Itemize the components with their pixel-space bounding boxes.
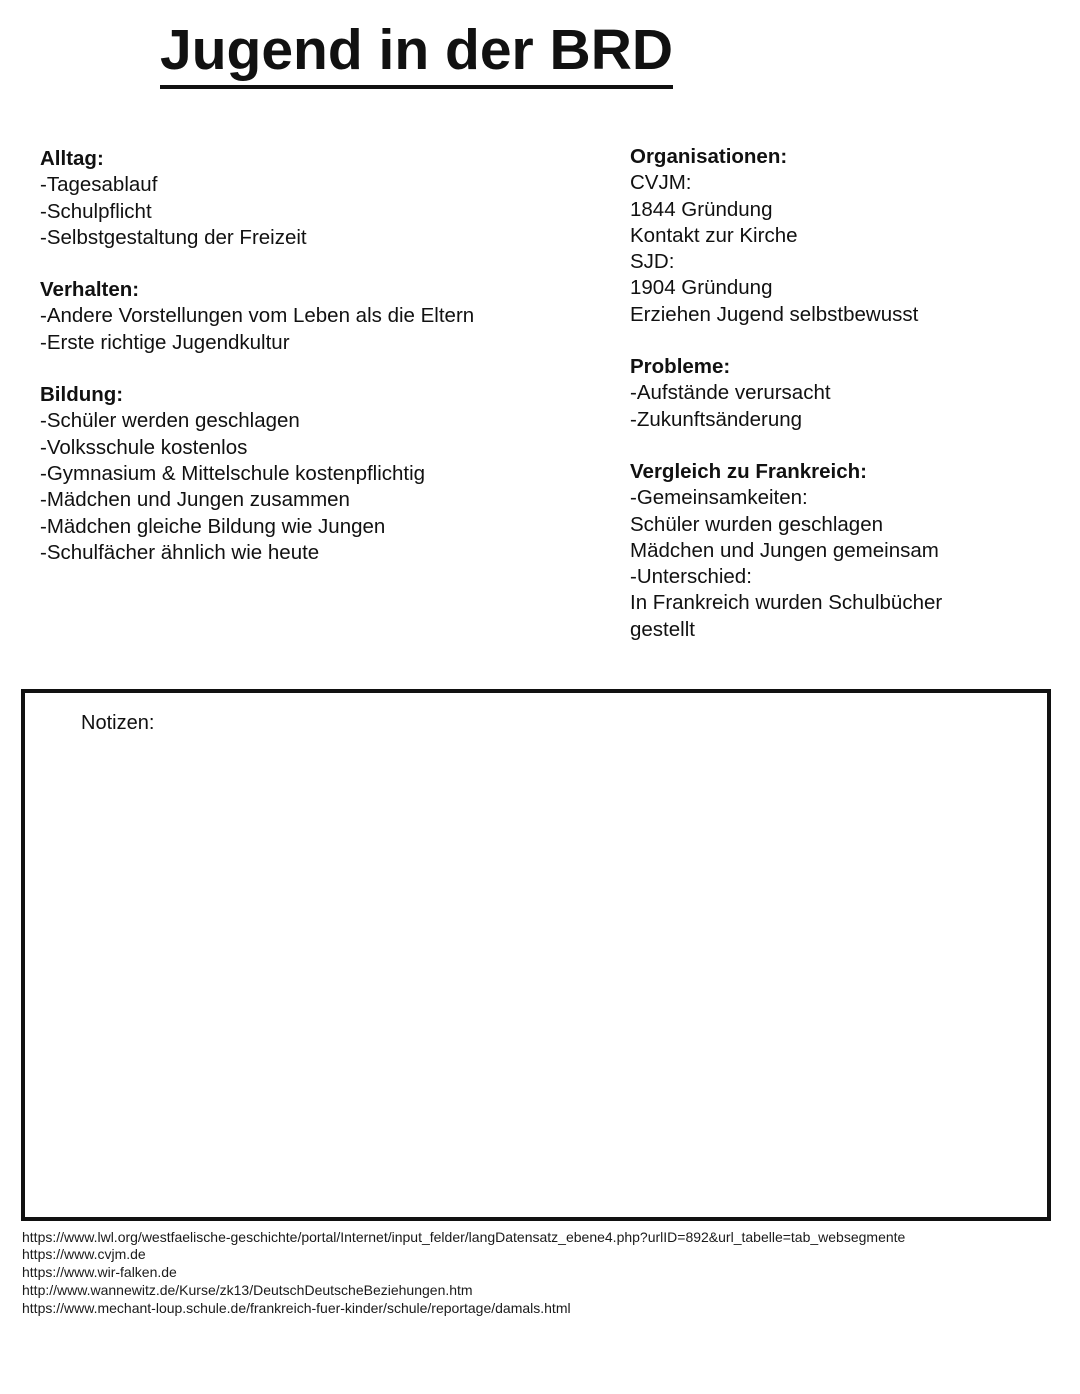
list-item: -Gymnasium & Mittelschule kostenpflichtig [40,461,426,485]
list-item: In Frankreich wurden Schulbücher [630,591,943,615]
list-item: -Mädchen und Jungen zusammen [40,488,350,512]
list-item: -Tagesablauf [40,173,158,197]
section-bildung [40,382,600,566]
list-item: -Volksschule kostenlos [40,435,248,459]
list-item: Schüler wurden geschlagen [630,512,883,536]
left-column [40,146,600,592]
list-item: -Schulpflicht [40,199,152,223]
list-item: SJD: [630,250,675,274]
list-item: Erziehen Jugend selbstbewusst [630,302,919,326]
section-organisationen [630,144,1050,328]
list-item: -Andere Vorstellungen vom Leben als die Eltern [40,304,475,328]
list-item: -Schüler werden geschlagen [40,409,300,433]
section-heading: Probleme: [630,355,731,379]
section-heading: Verhalten: [40,278,140,302]
section-heading: Vergleich zu Frankreich: [630,459,867,483]
list-item: -Selbstgestaltung der Freizeit [40,225,307,249]
list-item: -Schulfächer ähnlich wie heute [40,540,320,564]
right-column [630,144,1050,669]
source-link: https://www.mechant-loup.schule.de/frankreich-fuer-kinder/schule/reportage/damals.html [22,1300,571,1316]
list-item: -Zukunftsänderung [630,407,803,431]
section-heading: Bildung: [40,383,124,407]
section-verhalten [40,277,600,356]
list-item: Mädchen und Jungen gemeinsam [630,538,939,562]
section-probleme [630,354,1050,433]
section-alltag [40,146,600,251]
section-heading: Organisationen: [630,145,788,168]
notes-box [21,689,1051,1221]
list-item: gestellt [630,617,695,641]
list-item: -Erste richtige Jugendkultur [40,330,290,354]
list-item: 1904 Gründung [630,276,773,300]
source-link: https://www.cvjm.de [22,1246,146,1262]
notes-label: Notizen: [81,712,155,734]
list-item: -Aufstände verursacht [630,381,831,405]
source-link: https://www.lwl.org/westfaelische-geschichte/portal/Internet/input_felder/langDatensatz_ebene4.php?urlID=892&url_tabelle=tab_websegmente [22,1229,906,1245]
list-item: -Unterschied: [630,565,752,589]
list-item: -Gemeinsamkeiten: [630,486,808,510]
list-item: 1844 Gründung [630,197,773,221]
source-link: https://www.wir-falken.de [22,1264,177,1280]
section-heading: Alltag: [40,147,104,170]
list-item: -Mädchen gleiche Bildung wie Jungen [40,514,386,538]
list-item: Kontakt zur Kirche [630,223,798,247]
list-item: CVJM: [630,171,692,195]
page-title: Jugend in der BRD [160,22,673,89]
sources-list [22,1230,1072,1317]
section-vergleich-frankreich [630,459,1050,643]
source-link: http://www.wannewitz.de/Kurse/zk13/DeutschDeutscheBeziehungen.htm [22,1282,473,1298]
